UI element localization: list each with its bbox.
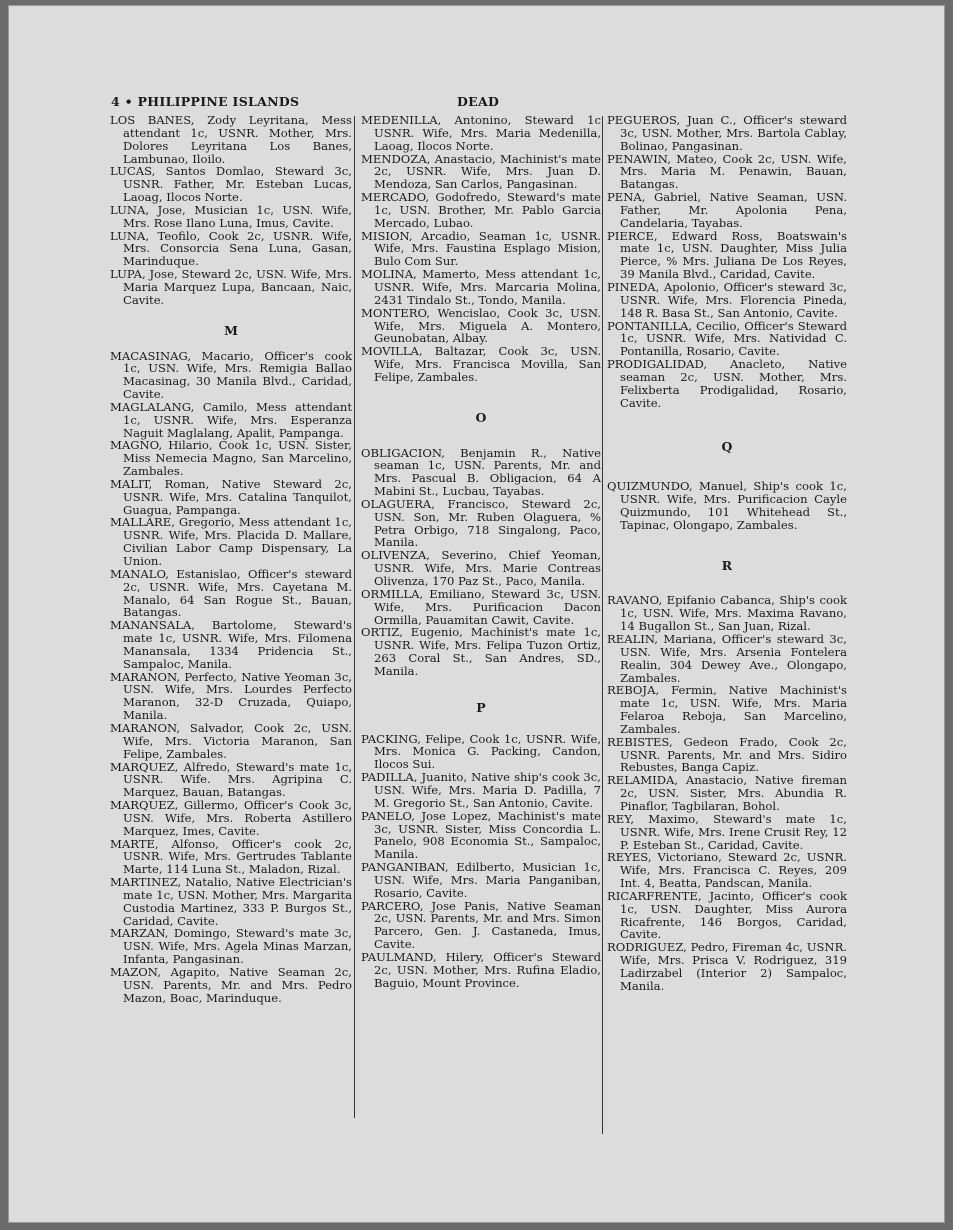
section-letter-heading: Q (721, 439, 733, 455)
casualty-entry: OLAGUERA, Francisco, Steward 2c, USN. Son, Mr. Ruben Olaguera, % Petra Orbigo, 718 Singalong, Paco, Manila. (361, 496, 601, 550)
casualty-entry: PRODIGALIDAD, Anacleto, Native seaman 2c, USN. Mother, Mrs. Felixberta Prodigalidad, Rosario, Cavite. (607, 357, 847, 410)
casualty-entry: MAGNO, Hilario, Cook 1c, USN. Sister, Miss Nemecia Magno, San Marcelino, Zambales. (110, 438, 352, 479)
column-1 (110, 114, 352, 1005)
casualty-entry: REY, Maximo, Steward's mate 1c, USNR. Wife, Mrs. Irene Crusit Rey, 12 P. Esteban St., Caridad, Cavite. (607, 811, 847, 852)
casualty-entry: REYES, Victoriano, Steward 2c, USNR. Wife, Mrs. Francisca C. Reyes, 209 Int. 4, Beatta, Pandscan, Manila. (607, 850, 847, 891)
section-letter-heading: R (721, 557, 733, 573)
casualty-entry: MARQUEZ, Alfredo, Steward's mate 1c, USNR. Wife. Mrs. Agripina C. Marquez, Bauan, Batangas. (110, 759, 352, 800)
casualty-entry: MOVILLA, Baltazar, Cook 3c, USN. Wife, Mrs. Francisca Movilla, San Felipe, Zambales. (361, 344, 601, 384)
section-title: DEAD (457, 94, 500, 109)
casualty-entry: MALLARE, Gregorio, Mess attendant 1c, USNR. Wife, Mrs. Placida D. Mallare, Civilian Labor Camp Dispensary, La Union. (110, 515, 352, 568)
casualty-entry: MOLINA, Mamerto, Mess attendant 1c, USNR. Wife, Mrs. Marcaria Molina, 2431 Tindalo St., Tondo, Manila. (361, 267, 601, 307)
casualty-entry: MALIT, Roman, Native Steward 2c, USNR. Wife, Mrs. Catalina Tanquilot, Guagua, Pampanga. (110, 476, 352, 517)
casualty-entry: PADILLA, Juanito, Native ship's cook 3c, USN. Wife, Mrs. Maria D. Padilla, 7 M. Gregorio St., San Antonio, Cavite. (361, 770, 601, 810)
column-3 (607, 114, 847, 993)
column-divider (354, 116, 355, 1118)
casualty-entry: REBISTES, Gedeon Frado, Cook 2c, USNR. Parents, Mr. and Mrs. Sidiro Rebustes, Banga Capiz. (607, 734, 847, 775)
casualty-entry: PARCERO, Jose Panis, Native Seaman 2c, USN. Parents, Mr. and Mrs. Simon Parcero, Gen. J. Castaneda, Imus, Cavite. (361, 898, 601, 952)
casualty-entry: PANELO, Jose Lopez, Machinist's mate 3c, USNR. Sister, Miss Concordia L. Panelo, 908 Economia St., Sampaloc, Manila. (361, 808, 601, 862)
casualty-entry: PENAWIN, Mateo, Cook 2c, USN. Wife, Mrs. Maria M. Penawin, Bauan, Batangas. (607, 151, 847, 192)
casualty-entry: LUNA, Teofilo, Cook 2c, USNR. Wife, Mrs. Consorcia Sena Luna, Gasan, Marinduque. (110, 228, 352, 269)
casualty-entry: MARZAN, Domingo, Steward's mate 3c, USN. Wife, Mrs. Agela Minas Marzan, Infanta, Pangasinan. (110, 926, 352, 967)
casualty-entry: MACASINAG, Macario, Officer's cook 1c, USN. Wife, Mrs. Remigia Ballao Macasinag, 30 Manila Blvd., Caridad, Cavite. (110, 348, 352, 402)
casualty-entry: MARQUEZ, Gillermo, Officer's Cook 3c, USN. Wife, Mrs. Roberta Astillero Marquez, Imes, Cavite. (110, 798, 352, 838)
casualty-entry: OLIVENZA, Severino, Chief Yeoman, USNR. Wife, Mrs. Marie Contreas Olivenza, 170 Paz St., Paco, Manila. (361, 548, 601, 588)
casualty-entry: MONTERO, Wencislao, Cook 3c, USN. Wife, Mrs. Miguela A. Montero, Geunobatan, Albay. (361, 305, 601, 346)
casualty-entry: PEGUEROS, Juan C., Officer's steward 3c, USN. Mother, Mrs. Bartola Cablay, Bolinao, Pangasinan. (607, 113, 847, 153)
casualty-entry: MERCADO, Godofredo, Steward's mate 1c, USN. Brother, Mr. Pablo Garcia Mercado, Lubao. (361, 190, 601, 230)
casualty-entry: RAVANO, Epifanio Cabanca, Ship's cook 1c, USN. Wife, Mrs. Maxima Ravano, 14 Bugallon St., San Juan, Rizal. (607, 593, 847, 634)
page-header (9, 94, 944, 112)
casualty-entry: PIERCE, Edward Ross, Boatswain's mate 1c, USN. Daughter, Miss Julia Pierce, % Mrs. Juliana De Los Reyes, 39 Manila Blvd., Caridad, Cavite. (607, 228, 847, 282)
section-letter-heading: O (475, 409, 487, 425)
casualty-entry: PENA, Gabriel, Native Seaman, USN. Father, Mr. Apolonia Pena, Candelaria, Tayabas. (607, 190, 847, 230)
casualty-entry: LUPA, Jose, Steward 2c, USN. Wife, Mrs. Maria Marquez Lupa, Bancaan, Naic, Cavite. (110, 267, 352, 307)
casualty-entry: ORMILLA, Emiliano, Steward 3c, USN. Wife, Mrs. Purificacion Dacon Ormilla, Pauamitan Cawit, Cavite. (361, 586, 601, 627)
casualty-entry: MAGLALANG, Camilo, Mess attendant 1c, USNR. Wife, Mrs. Esperanza Naguit Maglalang, Apalit, Pampanga. (110, 399, 352, 440)
casualty-entry: PAULMAND, Hilery, Officer's Steward 2c, USN. Mother, Mrs. Rufina Eladio, Baguio, Mount Province. (361, 949, 601, 990)
casualty-entry: REBOJA, Fermin, Native Machinist's mate 1c, USN. Wife, Mrs. Maria Felaroa Reboja, San Marcelino, Zambales. (607, 683, 847, 736)
casualty-entry: PANGANIBAN, Edilberto, Musician 1c, USN. Wife, Mrs. Maria Panganiban, Rosario, Cavite. (361, 860, 601, 900)
casualty-entry: MARANON, Perfecto, Native Yeoman 3c, USN. Wife, Mrs. Lourdes Perfecto Maranon, 32-D Cruzada, Quiapo, Manila. (110, 669, 352, 723)
casualty-entry: QUIZMUNDO, Manuel, Ship's cook 1c, USNR. Wife, Mrs. Purificacion Cayle Quizmundo, 101 Whitehead St., Tapinac, Olongapo, Zambales. (607, 479, 847, 532)
column-2 (361, 114, 601, 989)
casualty-entry: PINEDA, Apolonio, Officer's steward 3c, USNR. Wife, Mrs. Florencia Pineda, 148 R. Basa St., San Antonio, Cavite. (607, 279, 847, 320)
section-letter-heading: P (476, 699, 486, 715)
casualty-entry: MARTE, Alfonso, Officer's cook 2c, USNR. Wife, Mrs. Gertrudes Tablante Marte, 114 Luna St., Maladon, Rizal. (110, 836, 352, 877)
casualty-entry: MARANON, Salvador, Cook 2c, USN. Wife, Mrs. Victoria Maranon, San Felipe, Zambales. (110, 720, 352, 761)
casualty-entry: MANANSALA, Bartolome, Steward's mate 1c, USNR. Wife, Mrs. Filomena Manansala, 1334 Pridencia St., Sampaloc, Manila. (110, 618, 352, 671)
casualty-entry: PONTANILLA, Cecilio, Officer's Steward 1c, USNR. Wife, Mrs. Natividad C. Pontanilla, Rosario, Cavite. (607, 318, 847, 359)
section-letter-heading: M (224, 322, 238, 338)
casualty-entry: OBLIGACION, Benjamin R., Native seaman 1c, USN. Parents, Mr. and Mrs. Pascual B. Obligacion, 64 A Mabini St., Lucbau, Tayabas. (361, 445, 601, 499)
casualty-entry: MANALO, Estanislao, Officer's steward 2c, USNR. Wife, Mrs. Cayetana M. Manalo, 64 San Rogue St., Bauan, Batangas. (110, 566, 352, 620)
casualty-entry: MEDENILLA, Antonino, Steward 1c USNR. Wife, Mrs. Maria Medenilla, Laoag, Ilocos Norte. (361, 113, 601, 153)
casualty-entry: ORTIZ, Eugenio, Machinist's mate 1c, USNR. Wife, Mrs. Felipa Tuzon Ortiz, 263 Coral St., San Andres, SD., Manila. (361, 625, 601, 678)
casualty-entry: PACKING, Felipe, Cook 1c, USNR. Wife, Mrs. Monica G. Packing, Candon, Ilocos Sui. (361, 731, 601, 772)
casualty-entry: LUNA, Jose, Musician 1c, USN. Wife, Mrs. Rose Ilano Luna, Imus, Cavite. (110, 202, 352, 230)
casualty-entry: MARTINEZ, Natalio, Native Electrician's mate 1c, USN. Mother, Mrs. Margarita Custodia Martinez, 333 P. Burgos St., Caridad, Cavite. (110, 875, 352, 928)
casualty-entry: RODRIGUEZ, Pedro, Fireman 4c, USNR. Wife, Mrs. Prisca V. Rodriguez, 319 Ladirzabel (Interior 2) Sampaloc, Manila. (607, 940, 847, 993)
column-divider (602, 116, 603, 1134)
casualty-entry: RELAMIDA, Anastacio, Native fireman 2c, USN. Sister, Mrs. Abundia R. Pinaflor, Tagbilaran, Bohol. (607, 773, 847, 813)
casualty-entry: LOS BANES, Zody Leyritana, Mess attendant 1c, USNR. Mother, Mrs. Dolores Leyritana Los Banes, Lambunao, Iloilo. (110, 113, 352, 166)
casualty-entry: REALIN, Mariana, Officer's steward 3c, USN. Wife, Mrs. Arsenia Fontelera Realin, 304 Dewey Ave., Olongapo, Zambales. (607, 632, 847, 685)
page-number-and-region: 4 • PHILIPPINE ISLANDS (111, 94, 300, 109)
casualty-entry: LUCAS, Santos Domlao, Steward 3c, USNR. Father, Mr. Esteban Lucas, Laoag, Ilocos Norte. (110, 164, 352, 205)
casualty-entry: MAZON, Agapito, Native Seaman 2c, USN. Parents, Mr. and Mrs. Pedro Mazon, Boac, Marinduque. (110, 965, 352, 1005)
casualty-entry: MISION, Arcadio, Seaman 1c, USNR. Wife, Mrs. Faustina Esplago Mision, Bulo Com Sur. (361, 228, 601, 269)
casualty-entry: MENDOZA, Anastacio, Machinist's mate 2c, USNR. Wife, Mrs. Juan D. Mendoza, San Carlos, Pangasinan. (361, 151, 601, 192)
document-page (9, 6, 944, 1222)
casualty-entry: RICARFRENTE, Jacinto, Officer's cook 1c, USN. Daughter, Miss Aurora Ricafrente, 146 Borgos, Caridad, Cavite. (607, 888, 847, 942)
